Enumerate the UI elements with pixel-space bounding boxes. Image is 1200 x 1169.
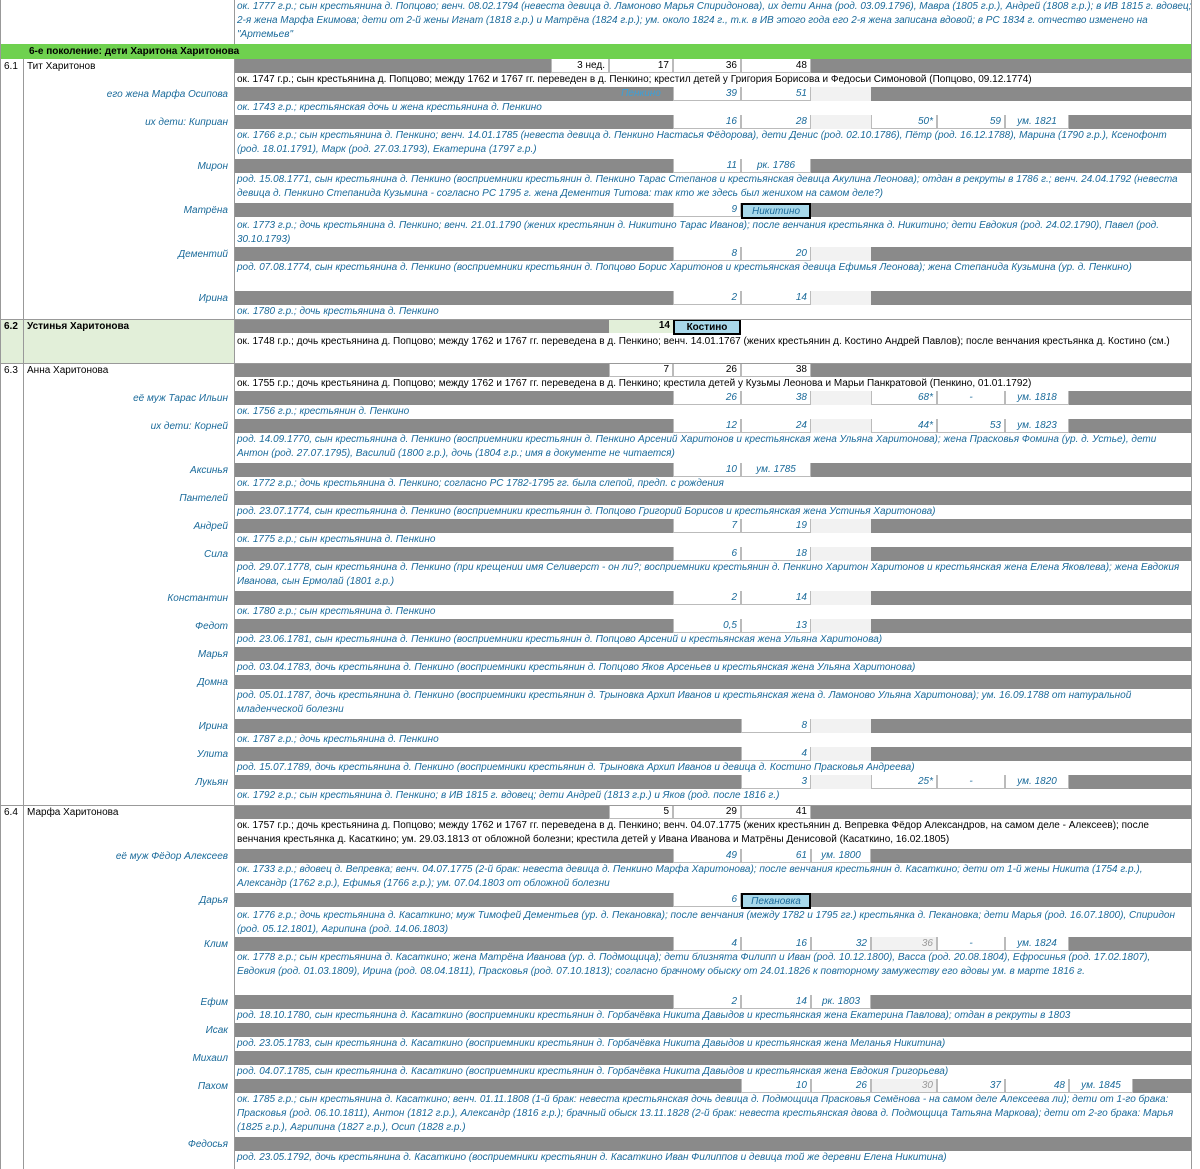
spouse-row bbox=[1, 391, 1191, 419]
child-row bbox=[1, 159, 1191, 203]
record-text: род. 23.05.1792, дочь крестьянина д. Касаткино (восприемники крестьянин д. Касаткино Иван Филиппов и девица той же деревни Елена Никитина) bbox=[237, 1152, 947, 1163]
person-row bbox=[1, 363, 1191, 391]
record-text: ок. 1756 г.р.; крестьянин д. Пенкино bbox=[237, 406, 410, 417]
age-cell: 18 bbox=[741, 547, 811, 561]
person-name: Ирина bbox=[198, 721, 228, 732]
age-cell: - bbox=[937, 775, 1005, 789]
person-name: Ирина bbox=[198, 293, 228, 304]
person-name: Устинья Харитонова bbox=[27, 321, 130, 332]
child-row bbox=[1, 775, 1191, 805]
age-cell: 26 bbox=[811, 1079, 871, 1093]
record-text: род. 15.08.1771, сын крестьянина д. Пенкино (восприемники крестьянин д. Пенкино Тарас Степанов и крестьянская девица Акулина Леонова); отдан в рекруты в 1786 г.; венч. 24.04.1792 (невеста девица д. Пенкино Степанида Кузьмина - согласно РС 1795 г. жена Дементия Титова: так кто же здесь был женихом на самом деле?) bbox=[237, 174, 1178, 199]
age-cell: 20 bbox=[741, 247, 811, 261]
record-text: ок. 1755 г.р.; дочь крестьянина д. Попцово; между 1762 и 1767 гг. переведена в д. Пенкино; крестила детей у Кузьмы Леонова и Марьи Панкратовой (Пенкино, 01.01.1792) bbox=[237, 378, 1032, 389]
age-cell: 19 bbox=[741, 519, 811, 533]
person-name: Пантелей bbox=[179, 493, 228, 504]
spouse-row bbox=[1, 87, 1191, 115]
record-text: ок. 1787 г.р.; дочь крестьянина д. Пенкино bbox=[237, 734, 439, 745]
person-name: Федот bbox=[195, 621, 228, 632]
person-row bbox=[1, 805, 1191, 849]
record-text: ок. 1757 г.р.; дочь крестьянина д. Попцово; между 1762 и 1767 гг. переведена в д. Пенкино; венч. 04.07.1775 (жених крестьянин д. Вепревка Фёдор Александров, на самом деле - Алексеев); после венчания крестьянка д. Касаткино; ум. 29.03.1813 от обложной болезни; крестила детей у Ивана Иванова и Матрёны Денисовой (Касаткино, 16.02.1805) bbox=[237, 820, 1149, 845]
person-name: Лукьян bbox=[195, 777, 228, 788]
age-cell: 7 bbox=[609, 363, 673, 377]
child-row bbox=[1, 1137, 1191, 1169]
person-name: Константин bbox=[167, 593, 228, 604]
age-cell: 13 bbox=[741, 619, 811, 633]
child-row bbox=[1, 203, 1191, 247]
age-cell: 7 bbox=[673, 519, 741, 533]
person-name: Дарья bbox=[199, 895, 228, 906]
record-text: ок. 1766 г.р.; сын крестьянина д. Пенкино; венч. 14.01.1785 (невеста девица д. Пенкино Настасья Фёдорова), дети Денис (род. 02.10.1786), Пётр (род. 16.12.1788), Марина (1790 г.р.), Ксенофонт (род. 18.01.1791), Марк (род. 27.03.1793), Екатерина (1797 г.р.) bbox=[237, 130, 1167, 155]
record-text: род. 23.06.1781, сын крестьянина д. Пенкино (восприемники крестьянин д. Попцово Арсений и крестьянская жена Ульяна Харитонова) bbox=[237, 634, 883, 645]
age-cell: 8 bbox=[673, 247, 741, 261]
age-cell: 6 bbox=[673, 893, 741, 907]
person-number: 6.1 bbox=[4, 61, 18, 72]
person-name: Андрей bbox=[193, 521, 228, 532]
person-number: 6.2 bbox=[4, 321, 18, 332]
record-text: род. 07.08.1774, сын крестьянина д. Пенкино (восприемники крестьянин д. Попцово Борис Харитонов и крестьянская девица Ефимья Леонова); жена Степанида Кузьмина (ур. д. Пенкино) bbox=[237, 262, 1132, 273]
child-row bbox=[1, 619, 1191, 647]
child-row bbox=[1, 491, 1191, 519]
age-cell: 26 bbox=[673, 391, 741, 405]
child-row bbox=[1, 419, 1191, 463]
age-cell: 11 bbox=[673, 159, 741, 173]
age-cell: 4 bbox=[741, 747, 811, 761]
person-number: 6.4 bbox=[4, 807, 18, 818]
age-cell: 5 bbox=[609, 805, 673, 819]
person-name: Пахом bbox=[197, 1081, 228, 1092]
event-cell: рк. 1786 bbox=[741, 159, 811, 173]
record-text: ок. 1733 г.р.; вдовец д. Вепревка; венч. 04.07.1775 (2-й брак: невеста девица д. Пенкино Марфа Харитонова); после венчания крестьянин д. Касаткино; дети от 1-й жены Никита (1754 г.р.), Александр (1762 г.р.), Ефимья (1766 г.р.); ум. 07.04.1803 от обложной болезни bbox=[237, 864, 1143, 889]
person-name: Домна bbox=[197, 677, 228, 688]
age-cell: 44* bbox=[871, 419, 937, 433]
person-name: Клим bbox=[204, 939, 228, 950]
age-cell: 24 bbox=[741, 419, 811, 433]
age-cell: 14 bbox=[741, 995, 811, 1009]
person-name: Улита bbox=[196, 749, 228, 760]
person-name: Мирон bbox=[197, 161, 228, 172]
person-name: его жена Марфа Осипова bbox=[106, 89, 228, 100]
person-row bbox=[1, 319, 1191, 363]
death-cell: ум. 1823 bbox=[1005, 419, 1069, 433]
child-row bbox=[1, 675, 1191, 719]
record-text: род. 23.07.1774, сын крестьянина д. Пенкино (восприемники крестьянин д. Попцово Григорий Борисов и крестьянская жена Устинья Харитонова) bbox=[237, 506, 936, 517]
age-cell: 2 bbox=[673, 291, 741, 305]
death-cell: ум. 1800 bbox=[811, 849, 871, 863]
record-text: род. 15.07.1789, дочь крестьянина д. Пенкино (восприемники крестьянин д. Трыновка Архип Иванов и девица д. Костино Прасковья Андреева) bbox=[237, 762, 915, 773]
record-text: ок. 1743 г.р.; крестьянская дочь и жена крестьянина д. Пенкино bbox=[237, 102, 542, 113]
child-row bbox=[1, 291, 1191, 319]
age-cell: 38 bbox=[741, 363, 811, 377]
death-cell: ум. 1785 bbox=[741, 463, 811, 477]
age-cell: 14 bbox=[741, 591, 811, 605]
record-text: род. 29.07.1778, сын крестьянина д. Пенкино (при крещении имя Селиверст - он ли?; восприемники крестьянин д. Пенкино Харитон Харитонов и крестьянская жена Елена Яковлева); жена Евдокия Иванова, сын Ермолай (1801 г.р.) bbox=[237, 562, 1180, 587]
record-text: ок. 1747 г.р.; сын крестьянина д. Попцово; между 1762 и 1767 гг. переведен в д. Пенкино; крестил детей у Григория Борисова и Федосьи Симоновой (Попцово, 09.12.1774) bbox=[237, 74, 1032, 85]
record-text: род. 23.05.1783, сын крестьянина д. Касаткино (восприемники крестьянин д. Горбачёвка Никита Давыдов и крестьянская жена Меланья Никитина) bbox=[237, 1038, 946, 1049]
record-text: род. 04.07.1785, сын крестьянина д. Касаткино (восприемники крестьянин д. Горбачёвка Никита Давыдов и крестьянская жена Евдокия Григорьева) bbox=[237, 1066, 949, 1077]
age-cell: 36 bbox=[871, 937, 937, 951]
age-cell: - bbox=[937, 391, 1005, 405]
age-cell: 59 bbox=[937, 115, 1005, 129]
child-row bbox=[1, 1051, 1191, 1079]
age-cell: 68* bbox=[871, 391, 937, 405]
person-name: Михаил bbox=[192, 1053, 228, 1064]
place-cell: Никитино bbox=[741, 203, 811, 219]
age-cell: 30 bbox=[871, 1079, 937, 1093]
age-cell: 26 bbox=[673, 363, 741, 377]
age-cell: 10 bbox=[741, 1079, 811, 1093]
age-cell: 2 bbox=[673, 995, 741, 1009]
record-text: ок. 1780 г.р.; сын крестьянина д. Пенкино bbox=[237, 606, 436, 617]
age-cell: 39 bbox=[673, 87, 741, 101]
age-cell: 4 bbox=[673, 937, 741, 951]
person-number: 6.3 bbox=[4, 365, 18, 376]
person-name: Матрёна bbox=[183, 205, 228, 216]
person-name: Дементий bbox=[178, 249, 228, 260]
age-cell: 48 bbox=[1005, 1079, 1069, 1093]
age-cell: 10 bbox=[673, 463, 741, 477]
age-cell: 8 bbox=[741, 719, 811, 733]
age-cell: 3 нед. bbox=[551, 59, 609, 73]
age-cell: 17 bbox=[609, 59, 673, 73]
person-name: Марфа Харитонова bbox=[27, 807, 119, 818]
section-header: 6-е поколение: дети Харитона Харитонова bbox=[1, 44, 1191, 59]
age-cell: 61 bbox=[741, 849, 811, 863]
child-row bbox=[1, 519, 1191, 547]
person-name: Анна Харитонова bbox=[27, 365, 109, 376]
record-text: род. 14.09.1770, сын крестьянина д. Пенкино (восприемники крестьянин д. Пенкино Арсений Харитонов и крестьянская жена Ульяна Харитонова); жена Прасковья Фомина (ур. д. Устье), дети Антон (род. 27.07.1795), Василий (1800 г.р.), дочь (1804 г.р.; имя в документе не читается) bbox=[237, 434, 1157, 459]
person-name: её муж Фёдор Алексеев bbox=[115, 851, 228, 862]
age-cell: 49 bbox=[673, 849, 741, 863]
age-cell: 38 bbox=[741, 391, 811, 405]
record-text: ок. 1773 г.р.; дочь крестьянина д. Пенкино; венч. 21.01.1790 (жених крестьянин д. Никитино Тарас Иванов); после венчания крестьянка д. Никитино; дети Евдокия (род. 24.02.1790), Павел (род. 30.10.1793) bbox=[237, 220, 1159, 245]
age-cell: 37 bbox=[937, 1079, 1005, 1093]
age-cell: 32 bbox=[811, 937, 871, 951]
child-row bbox=[1, 1079, 1191, 1137]
age-cell: - bbox=[937, 937, 1005, 951]
record-text: род. 03.04.1783, дочь крестьянина д. Пенкино (восприемники крестьянин д. Попцово Яков Арсеньев и крестьянская жена Ульяна Харитонова) bbox=[237, 662, 916, 673]
record-text: ок. 1777 г.р.; сын крестьянина д. Попцово; венч. 08.02.1794 (невеста девица д. Ламоново Марья Спиридонова), их дети Анна (род. 03.09.1796), Мавра (1805 г.р.), Андрей (1808 г.р.); в ИВ 1815 г. вдовец; 2-я жена Марфа Екимова; дети от 2-й жены Игнат (1818 г.р.) и Матрёна (1824 г.р.); ум. около 1824 г., т.к. в ИВ этого года его 2-я жена записана вдовой; в РС 1834 г. отчество изменено на "Артемьев" bbox=[237, 1, 1192, 40]
record-text: ок. 1780 г.р.; дочь крестьянина д. Пенкино bbox=[237, 306, 439, 317]
person-name: Сила bbox=[204, 549, 228, 560]
age-cell: 28 bbox=[741, 115, 811, 129]
child-row bbox=[1, 463, 1191, 491]
spouse-row bbox=[1, 849, 1191, 893]
age-cell: 14 bbox=[609, 319, 673, 333]
age-cell: 0,5 bbox=[673, 619, 741, 633]
record-text: ок. 1778 г.р.; сын крестьянина д. Касаткино; жена Матрёна Иванова (ур. д. Подмощица); дети близнята Филипп и Иван (род. 10.12.1800), Васса (род. 20.08.1804), Ефросинья (род. 17.02.1807), Евдокия (род. 01.03.1809), Ирина (род. 08.04.1811), Прасковья (род. 07.10.1813); согласно брачному обыску от 24.01.1826 к повторному замужеству его вдовы ум. в марте 1816 г. bbox=[237, 952, 1151, 977]
child-row bbox=[1, 547, 1191, 591]
record-text: род. 05.01.1787, дочь крестьянина д. Пенкино (восприемники крестьянин д. Трыновка Архип Иванов и крестьянская жена д. Ламоново Ульяна Харитонова); ум. 16.09.1788 от натуральной младенческой болезни bbox=[237, 690, 1132, 715]
person-name: Аксинья bbox=[190, 465, 228, 476]
death-cell: ум. 1818 bbox=[1005, 391, 1069, 405]
person-name: Федосья bbox=[187, 1139, 228, 1150]
age-cell: 25* bbox=[871, 775, 937, 789]
record-text: ок. 1748 г.р.; дочь крестьянина д. Попцово; между 1762 и 1767 гг. переведена в д. Пенкино; венч. 14.01.1767 (жених крестьянин д. Костино Андрей Павлов); после венчания крестьянка д. Костино (см.) bbox=[237, 336, 1170, 347]
person-name: Ефим bbox=[200, 997, 228, 1008]
age-cell: 16 bbox=[741, 937, 811, 951]
age-cell: 36 bbox=[673, 59, 741, 73]
child-row bbox=[1, 747, 1191, 775]
age-cell: 2 bbox=[673, 591, 741, 605]
record-text: ок. 1775 г.р.; сын крестьянина д. Пенкино bbox=[237, 534, 436, 545]
person-name: Марья bbox=[197, 649, 228, 660]
age-cell: 48 bbox=[741, 59, 811, 73]
child-row bbox=[1, 647, 1191, 675]
record-text: ок. 1776 г.р.; дочь крестьянина д. Касаткино; муж Тимофей Дементьев (ур. д. Пекановка); после венчания (между 1782 и 1795 гг.) крестьянка д. Пекановка; дети Марья (род. 16.07.1800), Спиридон (род. 05.12.1801), Агрипина (род. 14.06.1803) bbox=[237, 910, 1175, 935]
person-name: их дети: Киприан bbox=[145, 117, 228, 128]
child-row bbox=[1, 893, 1191, 937]
death-cell: ум. 1845 bbox=[1069, 1079, 1133, 1093]
child-row bbox=[1, 1023, 1191, 1051]
death-cell: ум. 1821 bbox=[1005, 115, 1069, 129]
age-cell: 51 bbox=[741, 87, 811, 101]
child-row bbox=[1, 591, 1191, 619]
child-row bbox=[1, 247, 1191, 291]
person-name: Исак bbox=[205, 1025, 228, 1036]
record-text: ок. 1772 г.р.; дочь крестьянина д. Пенкино; согласно РС 1782-1795 гг. была слепой, предп. с рождения bbox=[237, 478, 724, 489]
event-cell: рк. 1803 bbox=[811, 995, 871, 1009]
place-cell: Костино bbox=[673, 319, 741, 335]
age-cell: 29 bbox=[673, 805, 741, 819]
child-row bbox=[1, 937, 1191, 995]
age-cell: 53 bbox=[937, 419, 1005, 433]
record-text: род. 18.10.1780, сын крестьянина д. Касаткино (восприемники крестьянин д. Горбачёвка Никита Давыдов и крестьянская жена Екатерина Павлова); отдан в рекруты в 1803 bbox=[237, 1010, 1071, 1021]
child-row bbox=[1, 719, 1191, 747]
death-cell: ум. 1820 bbox=[1005, 775, 1069, 789]
record-text: ок. 1785 г.р.; сын крестьянина д. Касаткино; венч. 01.11.1808 (1-й брак: невеста крестьянская дочь девица д. Подмощица Прасковья Семёнова - на самом деле Алексеева ли); дети от 1-го брака: Прасковья (род. 06.10.1811), Антон (1812 г.р.), Александр (1816 г.р.); брачный обыск 13.11.1828 (2-й брак: невеста крестьянская двова д. Подмощица Татьяна Маркова); дети от 2-го брака: Марья (1825 г.р.), Агрипина (1827 г.р.), Осип (1828 г.р.) bbox=[237, 1094, 1174, 1133]
child-row bbox=[1, 115, 1191, 159]
death-cell: ум. 1824 bbox=[1005, 937, 1069, 951]
age-cell: 16 bbox=[673, 115, 741, 129]
place-cell: Пенкино bbox=[609, 87, 673, 101]
person-name: их дети: Корней bbox=[150, 421, 228, 432]
age-cell: 50* bbox=[871, 115, 937, 129]
age-cell: 6 bbox=[673, 547, 741, 561]
place-cell: Пекановка bbox=[741, 893, 811, 909]
age-cell: 14 bbox=[741, 291, 811, 305]
person-name: её муж Тарас Ильин bbox=[133, 393, 228, 404]
age-cell: 12 bbox=[673, 419, 741, 433]
person-name: Тит Харитонов bbox=[27, 61, 96, 72]
record-text: ок. 1792 г.р.; сын крестьянина д. Пенкино; в ИВ 1815 г. вдовец; дети Андрей (1813 г.р.) и Яков (род. после 1816 г.) bbox=[237, 790, 780, 801]
age-cell: 9 bbox=[673, 203, 741, 217]
age-cell: 41 bbox=[741, 805, 811, 819]
child-row bbox=[1, 995, 1191, 1023]
age-cell: 3 bbox=[741, 775, 811, 789]
